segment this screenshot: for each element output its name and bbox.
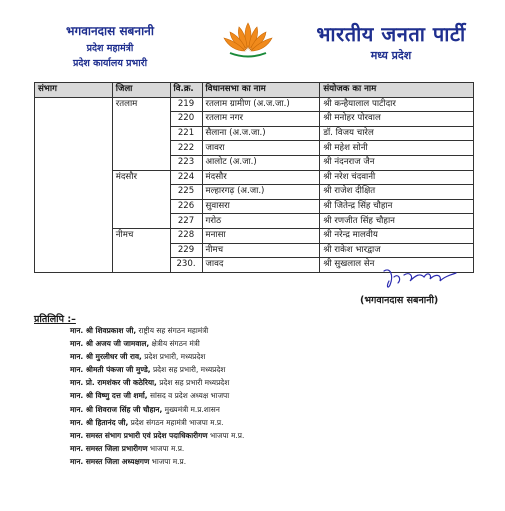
recipient-name: मान. समस्त संभाग प्रभारी एवं प्रदेश पदाधिकारीगण [70, 430, 208, 440]
seat-name: रतलाम नगर [202, 112, 320, 127]
handwritten-signature [380, 265, 460, 291]
copy-to-list [70, 324, 244, 468]
party-block [296, 20, 486, 63]
division-cell [35, 97, 113, 272]
col-header-district: जिला [112, 83, 170, 98]
convener-name: श्री नंदनराज जैन [320, 155, 474, 170]
seat-number: 219 [170, 97, 202, 112]
district-cell: रतलाम [112, 97, 170, 170]
recipient-name: मान. श्री शिवराज सिंह जी चौहान, [70, 404, 163, 414]
seat-number: 229 [170, 243, 202, 258]
seat-name: आलोट (अ.जा.) [202, 155, 320, 170]
sender-office: प्रदेश कार्यालय प्रभारी [72, 58, 148, 69]
convener-name: श्री जितेन्द्र सिंह चौहान [320, 199, 474, 214]
convener-name: श्री रणजीत सिंह चौहान [320, 214, 474, 229]
seat-name: रतलाम ग्रामीण (अ.ज.जा.) [202, 97, 320, 112]
district-cell: मंदसौर [112, 170, 170, 228]
party-state: मध्य प्रदेश [370, 49, 412, 62]
convener-name: श्री नरेन्द्र मालवीय [320, 228, 474, 243]
list-item [70, 389, 244, 402]
col-header-division: संभाग [35, 83, 113, 98]
col-header-convener: संयोजक का नाम [320, 83, 474, 98]
list-item [70, 337, 244, 350]
recipient-title: प्रदेश सह प्रभारी मध्यप्रदेश [156, 378, 230, 388]
seat-number: 230. [170, 258, 202, 273]
seat-number: 222 [170, 141, 202, 156]
list-item [70, 455, 244, 468]
recipient-name: मान. श्री विष्णु दत्त जी शर्मा, [70, 391, 148, 401]
seat-name: सुवासरा [202, 199, 320, 214]
seat-name: जावरा [202, 141, 320, 156]
seat-name: मंदसौर [202, 170, 320, 185]
list-item [70, 416, 244, 429]
sender-block [40, 22, 180, 69]
table-row [35, 97, 474, 112]
col-header-assembly: विधानसभा का नाम [202, 83, 320, 98]
recipient-title: क्षेत्रीय संगठन मंत्री [149, 339, 200, 349]
recipient-name: मान. श्रीमती पंकजा जी मुण्डे, [70, 365, 151, 375]
recipient-name: मान. श्री मुरलीधर जी राव, [70, 352, 142, 362]
recipient-name: मान. श्री शिवप्रकाश जी, [70, 326, 137, 335]
recipient-name: मान. समस्त जिला अध्यक्षगण [70, 456, 150, 466]
convener-name: श्री महेश सोनी [320, 141, 474, 156]
recipient-title: सांसद व प्रदेश अध्यक्ष भाजपा [147, 391, 230, 401]
recipient-title: भाजपा म.प्र. [207, 430, 245, 440]
seat-number: 225 [170, 185, 202, 200]
convener-name: डॉ. विजय चारेल [320, 126, 474, 141]
table-header-row [35, 83, 474, 98]
seat-number: 220 [170, 112, 202, 127]
list-item [70, 442, 244, 455]
recipient-title: भाजपा म.प्र. [147, 443, 185, 453]
seat-name: गरोठ [202, 214, 320, 229]
recipient-name: मान. श्री हितानंद जी, [70, 417, 129, 427]
copy-to-heading: प्रतिलिपि :– [34, 314, 76, 325]
list-item [70, 363, 244, 376]
convener-name: श्री राजेश दीक्षित [320, 185, 474, 200]
recipient-title: राष्ट्रीय सह संगठन महामंत्री [136, 326, 209, 335]
list-item [70, 403, 244, 416]
bjp-lotus-logo-icon [222, 20, 274, 60]
recipient-name: मान. प्रो. रामशंकर जी कठेरिया, [70, 378, 157, 388]
recipient-title: प्रदेश सह प्रभारी, मध्यप्रदेश [150, 365, 226, 375]
sender-name: भगवानदास सबनानी [66, 24, 154, 38]
district-cell: नीमच [112, 228, 170, 272]
recipient-title: प्रदेश प्रभारी, मध्यप्रदेश [141, 352, 206, 362]
seat-name: नीमच [202, 243, 320, 258]
list-item [70, 376, 244, 389]
seat-name: मनासा [202, 228, 320, 243]
recipient-title: मुख्यमंत्री म.प्र.शासन [162, 404, 220, 414]
signatory-name: (भगवानदास सबनानी) [360, 295, 439, 306]
convener-name: श्री राकेश भारद्वाज [320, 243, 474, 258]
seat-number: 221 [170, 126, 202, 141]
convener-name: श्री सुखलाल सेन [320, 258, 474, 273]
col-header-number: वि.क्र. [170, 83, 202, 98]
recipient-name: मान. श्री अजय जी जामवाल, [70, 339, 150, 349]
seat-number: 223 [170, 155, 202, 170]
seat-name: जावद [202, 258, 320, 273]
party-name: भारतीय जनता पार्टी [316, 22, 466, 46]
recipient-name: मान. समस्त जिला प्रभारीगण [70, 443, 148, 453]
seat-name: मल्हारगढ़ (अ.जा.) [202, 185, 320, 200]
seat-number: 227 [170, 214, 202, 229]
recipient-title: भाजपा म.प्र. [149, 456, 187, 466]
seat-number: 226 [170, 199, 202, 214]
list-item [70, 350, 244, 363]
list-item [70, 429, 244, 442]
recipient-title: प्रदेश संगठन महामंत्री भाजपा म.प्र. [128, 417, 224, 427]
seat-number: 228 [170, 228, 202, 243]
sender-designation: प्रदेश महामंत्री [86, 43, 134, 54]
seat-number: 224 [170, 170, 202, 185]
convener-name: श्री कन्हैयालाल पाटीदार [320, 97, 474, 112]
list-item [70, 324, 244, 337]
seat-name: सैलाना (अ.ज.जा.) [202, 126, 320, 141]
convener-name: श्री मनोहर पोरवाल [320, 112, 474, 127]
convener-name: श्री नरेश चंदवानी [320, 170, 474, 185]
convener-table [34, 82, 474, 273]
